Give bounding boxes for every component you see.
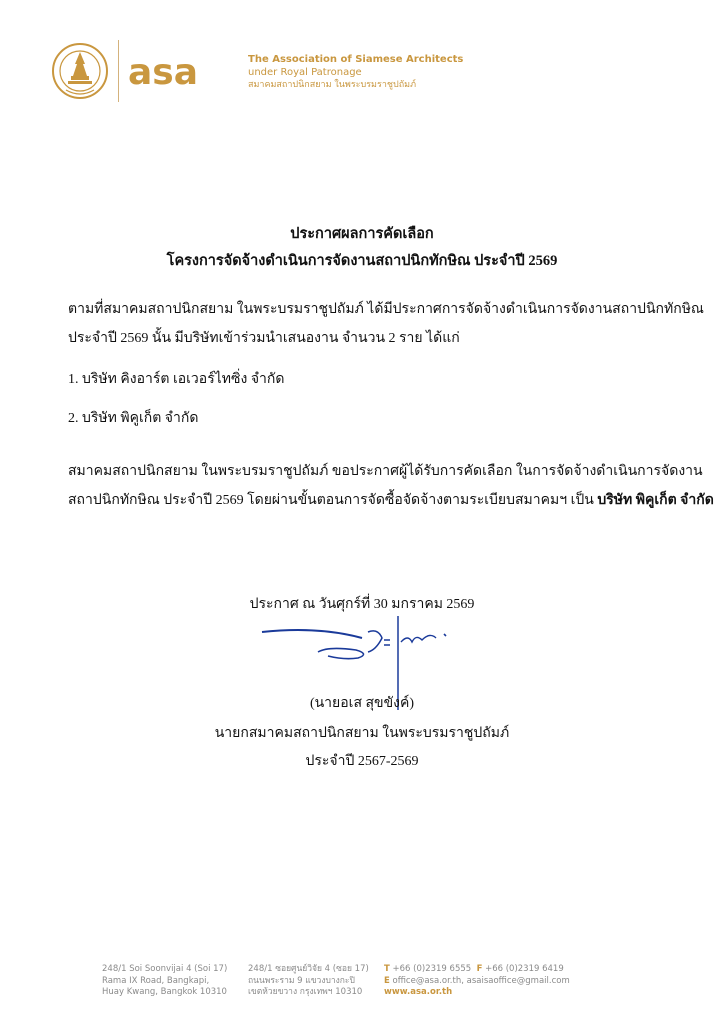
org-name-en: The Association of Siamese Architects — [248, 54, 464, 65]
signatory-name: (นายอเส สุขขังค์) — [309, 696, 415, 711]
paragraph-1-line-1: ตามที่สมาคมสถาปนิกสยาม ในพระบรมราชูปถัมภ์ ได้มีประกาศการจัดจ้างดำเนินการจัดงานสถาปนิกทักษิณ — [68, 302, 704, 317]
list-item: 1. บริษัท คิงอาร์ต เอเวอร์ไทซิ่ง จำกัด — [68, 372, 285, 387]
paragraph-2-text: สถาปนิกทักษิณ ประจำปี 2569 โดยผ่านขั้นตอนการจัดซื้อจัดจ้างตามระเบียบสมาคมฯ เป็น — [68, 493, 598, 508]
website-link: www.asa.or.th — [384, 987, 453, 997]
footer-address-th: 248/1 ซอยศูนย์วิจัย 4 (ซอย 17) ถนนพระราม 9 แขวงบางกะปิ เขตห้วยขวาง กรุงเทพฯ 10310 — [248, 964, 369, 997]
letterhead — [52, 38, 692, 108]
footer-address-en: 248/1 Soi Soonvijai 4 (Soi 17) Rama IX Road, Bangkapi, Huay Kwang, Bangkok 10310 — [102, 964, 228, 997]
signatory-term: ประจำปี 2567-2569 — [305, 754, 419, 769]
email-address: office@asa.or.th, asaisaoffice@gmail.com — [392, 975, 570, 986]
announcement-title: ประกาศผลการคัดเลือก — [290, 226, 434, 242]
org-patronage: under Royal Patronage — [248, 67, 362, 78]
phone-number: +66 (0)2319 6555 — [392, 964, 472, 974]
paragraph-1-line-2: ประจำปี 2569 นั้น มีบริษัทเข้าร่วมนำเสนองาน จำนวน 2 ราย ได้แก่ — [68, 331, 460, 346]
fax-number: +66 (0)2319 6419 — [485, 964, 564, 974]
org-name-th: สมาคมสถาปนิกสยาม ในพระบรมราชูปถัมภ์ — [248, 80, 417, 90]
paragraph-2-line-1: สมาคมสถาปนิกสยาม ในพระบรมราชูปถัมภ์ ขอประกาศผู้ได้รับการคัดเลือก ในการจัดจ้างดำเนินการจัดงาน — [68, 464, 703, 479]
project-title: โครงการจัดจ้างดำเนินการจัดงานสถาปนิกทักษิณ ประจำปี 2569 — [166, 253, 558, 269]
signatory-position: นายกสมาคมสถาปนิกสยาม ในพระบรมราชูปถัมภ์ — [214, 726, 510, 741]
winner-name: บริษัท พิคูเก็ต จำกัด — [597, 493, 714, 508]
org-name-block — [248, 53, 463, 92]
paragraph-2-line-2 — [68, 489, 714, 511]
asa-logo — [128, 52, 218, 92]
header-divider — [118, 40, 119, 102]
footer-contacts: T +66 (0)2319 6555 F +66 (0)2319 6419 E office@asa.or.th, asaisaoffice@gmail.com www.asa.or.th — [384, 964, 570, 997]
announcement-date: ประกาศ ณ วันศุกร์ที่ 30 มกราคม 2569 — [249, 597, 475, 612]
asa-seal-icon — [52, 38, 108, 104]
list-item: 2. บริษัท พิคูเก็ต จำกัด — [68, 411, 199, 426]
svg-text:asa: asa — [128, 52, 199, 92]
